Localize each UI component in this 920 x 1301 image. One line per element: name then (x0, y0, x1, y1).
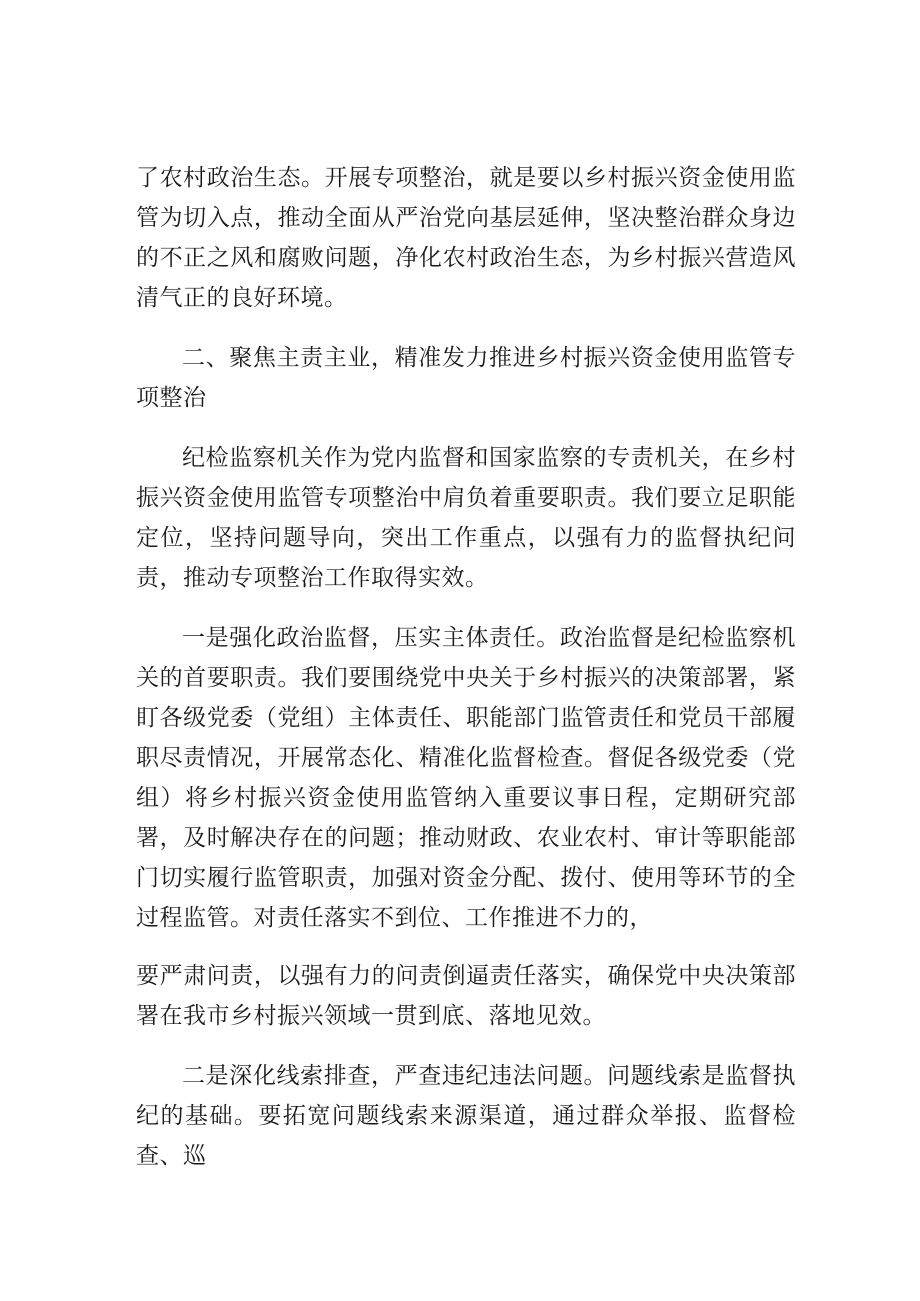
paragraph-continuation: 了农村政治生态。开展专项整治，就是要以乡村振兴资金使用监管为切入点，推动全面从严治党向基层延伸，坚决整治群众身边的不正之风和腐败问题，净化农村政治生态，为乡村振兴营造风清气正的良好环境。 (136, 165, 796, 311)
document-body (136, 158, 796, 1176)
paragraph-point-two: 二是深化线索排查，严查违纪违法问题。问题线索是监督执纪的基础。要拓宽问题线索来源渠道，通过群众举报、监督检查、巡 (136, 1063, 796, 1169)
paragraph-point-one-continued: 要严肃问责，以强有力的问责倒逼责任落实，确保党中央决策部署在我市乡村振兴领域一贯到底、落地见效。 (136, 963, 796, 1029)
paragraph-point-one: 一是强化政治监督，压实主体责任。政治监督是纪检监察机关的首要职责。我们要围绕党中央关于乡村振兴的决策部署，紧盯各级党委（党组）主体责任、职能部门监管责任和党员干部履职尽责情况，开展常态化、精准化监督检查。督促各级党委（党组）将乡村振兴资金使用监管纳入重要议事日程，定期研究部署，及时解决存在的问题；推动财政、农业农村、审计等职能部门切实履行监管职责，加强对资金分配、拨付、使用等环节的全过程监管。对责任落实不到位、工作推进不力的， (136, 625, 796, 931)
paragraph-intro: 纪检监察机关作为党内监督和国家监察的专责机关，在乡村振兴资金使用监管专项整治中肩负着重要职责。我们要立足职能定位，坚持问题导向，突出工作重点，以强有力的监督执纪问责，推动专项整治工作取得实效。 (136, 445, 796, 591)
section-heading: 二、聚焦主责主业，精准发力推进乡村振兴资金使用监管专项整治 (136, 345, 796, 411)
